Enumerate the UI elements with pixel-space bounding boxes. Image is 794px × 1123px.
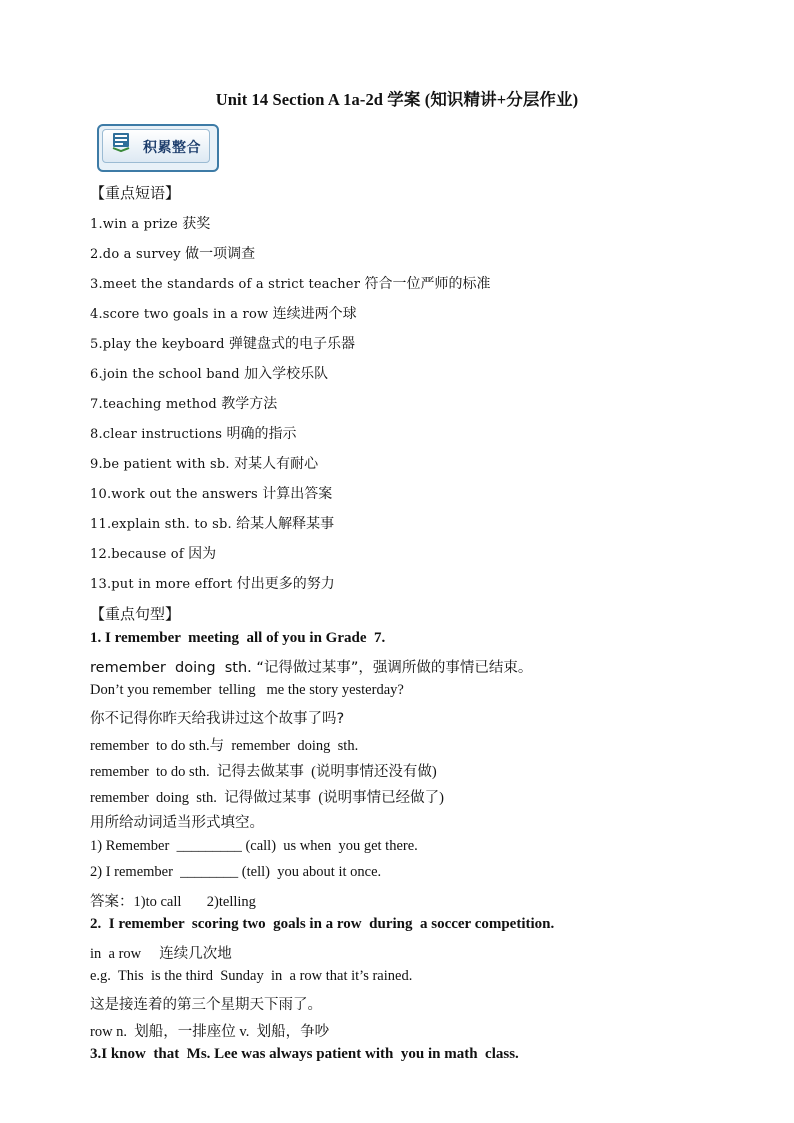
- phrase-item: [90, 513, 334, 533]
- phrase-chinese: 符合一位严师的标准: [364, 276, 491, 292]
- phrase-chinese: 获奖: [182, 216, 211, 232]
- phrase-english: 6.join the school band: [90, 367, 245, 382]
- book-icon: [110, 131, 132, 153]
- phrase-english: 7.teaching method: [90, 397, 222, 412]
- phrase-item: [90, 573, 335, 593]
- phrase-item: [90, 273, 490, 293]
- sentences-heading: 【重点句型】: [90, 605, 181, 623]
- sentence-2-translation: 这是接连着的第三个星期天下雨了。: [90, 997, 322, 1013]
- sentence-2-example: e.g. This is the third Sunday in a row that it’s rained.: [90, 968, 413, 984]
- phrase-item: [90, 243, 255, 263]
- sentence-2-title: 2. I remember scoring two goals in a row during a soccer competition.: [90, 916, 555, 932]
- phrase-item: [90, 213, 210, 233]
- phrase-item: [90, 423, 297, 443]
- phrase-chinese: 加入学校乐队: [244, 366, 329, 382]
- sentence-2-vocabulary: row n. 划船，一排座位 v. 划船，争吵: [90, 1024, 330, 1040]
- phrase-chinese: 计算出答案: [262, 486, 333, 502]
- phrase-english: 9.be patient with sb.: [90, 457, 235, 472]
- phrase-english: 3.meet the standards of a strict teacher: [90, 277, 365, 292]
- phrase-item: [90, 333, 355, 353]
- phrase-english: 2.do a survey: [90, 247, 186, 262]
- phrase-english: 13.put in more effort: [90, 577, 237, 592]
- phrase-item: [90, 543, 216, 563]
- sentence-1-usage-a: remember to do sth. 记得去做某事 (说明事情还没有做): [90, 764, 437, 780]
- phrase-item: [90, 393, 277, 413]
- phrase-chinese: 因为: [188, 546, 217, 562]
- phrase-english: 12.because of: [90, 547, 189, 562]
- exercise-item-2: 2) I remember ________ (tell) you about it once.: [90, 864, 382, 880]
- section-banner: [97, 124, 217, 170]
- phrase-english: 5.play the keyboard: [90, 337, 230, 352]
- phrase-chinese: 对某人有耐心: [234, 456, 319, 472]
- sentence-1-comparison: remember to do sth.与 remember doing sth.: [90, 738, 359, 754]
- sentence-1-usage-b: remember doing sth. 记得做过某事 (说明事情已经做了): [90, 790, 445, 806]
- phrase-chinese: 给某人解释某事: [236, 516, 335, 532]
- sentence-1-example: Don’t you remember telling me the story yesterday?: [90, 682, 404, 698]
- page-title: Unit 14 Section A 1a-2d 学案 (知识精讲+分层作业): [215, 90, 579, 109]
- phrase-english: 11.explain sth. to sb.: [90, 517, 237, 532]
- sentence-1-translation: 你不记得你昨天给我讲过这个故事了吗?: [90, 711, 345, 727]
- phrase-item: [90, 453, 318, 473]
- phrase-english: 10.work out the answers: [90, 487, 263, 502]
- banner-label: 积累整合: [143, 140, 201, 156]
- phrase-chinese: 付出更多的努力: [236, 576, 335, 592]
- sentence-1-title: 1. I remember meeting all of you in Grade 7.: [90, 630, 386, 646]
- sentence-2-phrase: in a row 连续几次地: [90, 946, 232, 962]
- phrase-item: [90, 303, 357, 323]
- exercise-instruction: 用所给动词适当形式填空。: [90, 815, 264, 831]
- exercise-item-1: 1) Remember _________ (call) us when you get there.: [90, 838, 418, 854]
- phrase-english: 4.score two goals in a row: [90, 307, 273, 322]
- phrases-heading: 【重点短语】: [90, 184, 181, 202]
- phrase-item: [90, 483, 332, 503]
- sentence-3-title: 3.I know that Ms. Lee was always patient with you in math class.: [90, 1046, 519, 1062]
- phrase-english: 1.win a prize: [90, 217, 183, 232]
- phrase-english: 8.clear instructions: [90, 427, 227, 442]
- phrase-chinese: 教学方法: [221, 396, 278, 412]
- sentence-1-note: remember doing sth. “记得做过某事”，强调所做的事情已结束。: [90, 660, 533, 676]
- phrase-chinese: 做一项调查: [185, 246, 256, 262]
- phrase-chinese: 弹键盘式的电子乐器: [229, 336, 356, 352]
- phrase-item: [90, 363, 328, 383]
- phrase-chinese: 连续进两个球: [272, 306, 357, 322]
- phrase-chinese: 明确的指示: [226, 426, 297, 442]
- exercise-answer: 答案：1)to call 2)telling: [90, 894, 256, 910]
